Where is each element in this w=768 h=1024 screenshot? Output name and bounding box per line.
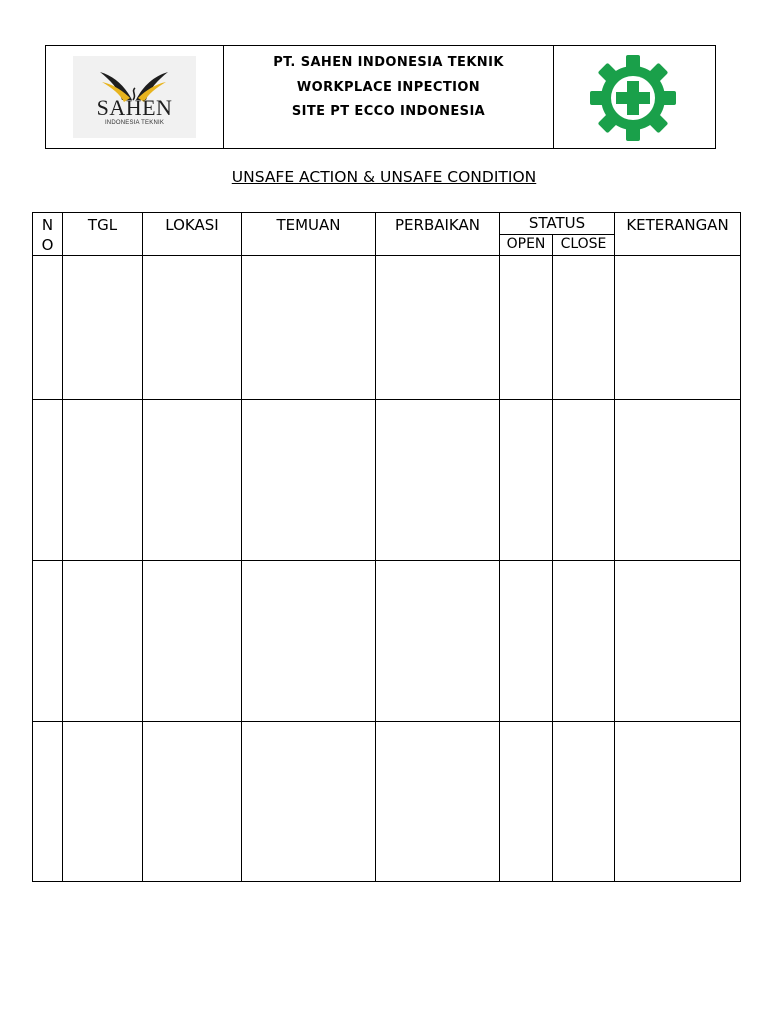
header-title-cell	[224, 46, 554, 148]
table-row	[33, 561, 741, 722]
cell-temuan[interactable]	[242, 400, 376, 561]
cell-no[interactable]	[33, 256, 63, 400]
col-header-perbaikan: PERBAIKAN	[376, 213, 500, 256]
cell-keterangan[interactable]	[615, 400, 741, 561]
cell-tgl[interactable]	[63, 400, 143, 561]
table-row	[33, 722, 741, 882]
cell-perbaikan[interactable]	[376, 400, 500, 561]
col-header-no: NO	[33, 213, 63, 256]
cell-keterangan[interactable]	[615, 256, 741, 400]
cell-no[interactable]	[33, 561, 63, 722]
cell-perbaikan[interactable]	[376, 561, 500, 722]
cell-keterangan[interactable]	[615, 561, 741, 722]
table-row	[33, 256, 741, 400]
document-header	[45, 45, 716, 149]
logo-cell	[46, 46, 224, 148]
cell-lokasi[interactable]	[143, 561, 242, 722]
cell-temuan[interactable]	[242, 722, 376, 882]
cell-lokasi[interactable]	[143, 400, 242, 561]
table-row	[33, 400, 741, 561]
cell-temuan[interactable]	[242, 256, 376, 400]
cell-close[interactable]	[553, 256, 615, 400]
logo-wordmark: SAHEN	[96, 95, 173, 120]
cell-open[interactable]	[500, 256, 553, 400]
cell-tgl[interactable]	[63, 561, 143, 722]
cell-lokasi[interactable]	[143, 256, 242, 400]
green-cross-gear-icon	[588, 53, 678, 143]
cell-perbaikan[interactable]	[376, 722, 500, 882]
cell-open[interactable]	[500, 400, 553, 561]
site-name: SITE PT ECCO INDONESIA	[291, 104, 486, 119]
col-header-keterangan: KETERANGAN	[615, 213, 741, 256]
col-header-tgl: TGL	[63, 213, 143, 256]
company-logo	[73, 56, 196, 138]
cell-no[interactable]	[33, 400, 63, 561]
cell-close[interactable]	[553, 722, 615, 882]
inspection-table	[32, 212, 741, 882]
col-header-temuan: TEMUAN	[242, 213, 376, 256]
document-title: WORKPLACE INPECTION	[296, 79, 481, 95]
col-header-open: OPEN	[500, 234, 553, 256]
cell-close[interactable]	[553, 400, 615, 561]
cell-lokasi[interactable]	[143, 722, 242, 882]
cell-open[interactable]	[500, 722, 553, 882]
cell-keterangan[interactable]	[615, 722, 741, 882]
cell-tgl[interactable]	[63, 722, 143, 882]
cell-close[interactable]	[553, 561, 615, 722]
col-header-lokasi: LOKASI	[143, 213, 242, 256]
col-header-status: STATUS	[500, 213, 615, 235]
cell-perbaikan[interactable]	[376, 256, 500, 400]
cell-open[interactable]	[500, 561, 553, 722]
cell-no[interactable]	[33, 722, 63, 882]
logo-tagline: INDONESIA TEKNIK	[104, 120, 165, 126]
cell-tgl[interactable]	[63, 256, 143, 400]
col-header-close: CLOSE	[553, 234, 615, 256]
safety-icon-cell	[554, 46, 715, 148]
cell-temuan[interactable]	[242, 561, 376, 722]
section-heading: UNSAFE ACTION & UNSAFE CONDITION	[231, 168, 537, 186]
company-name: PT. SAHEN INDONESIA TEKNIK	[273, 55, 504, 70]
